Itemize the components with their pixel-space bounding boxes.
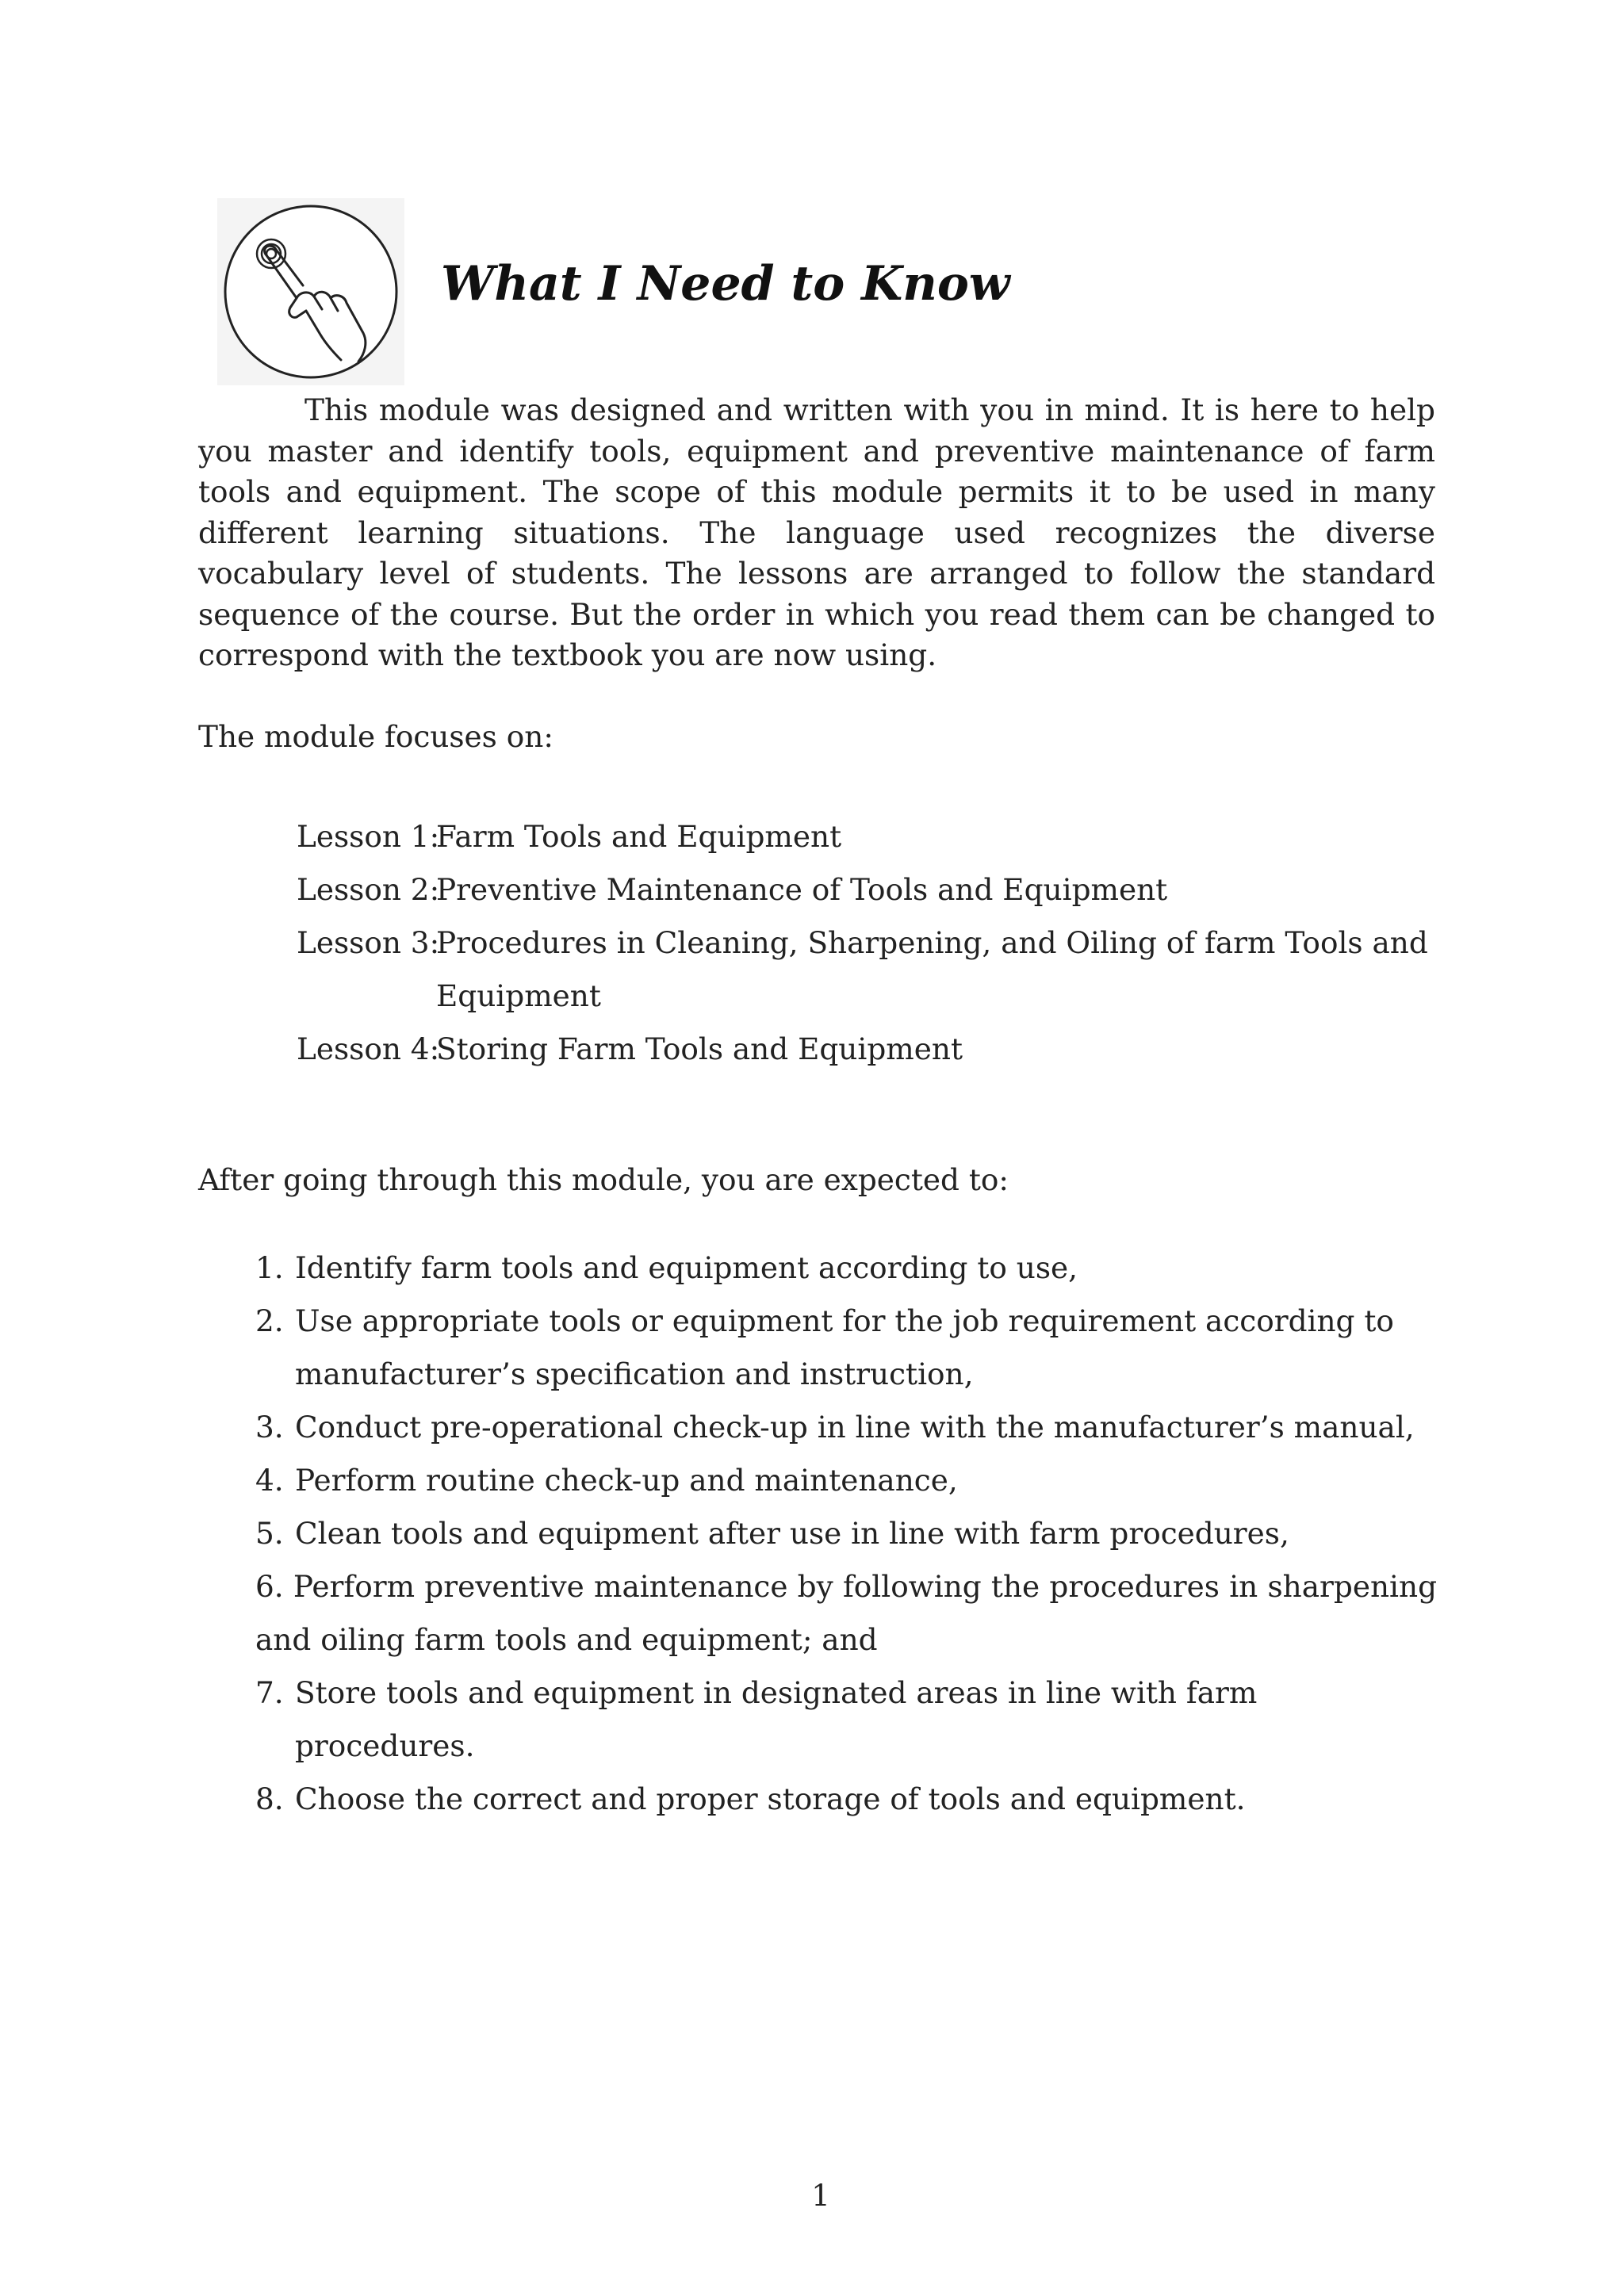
list-item <box>255 1242 1437 1295</box>
lesson-title: Preventive Maintenance of Tools and Equipment <box>436 872 1168 907</box>
objective-text: Choose the correct and proper storage of tools and equipment. <box>295 1781 1246 1816</box>
finger-touch-icon <box>217 198 404 385</box>
objective-number: 3. <box>255 1410 284 1445</box>
objective-text: Perform preventive maintenance by following the procedures in sharpening and oiling farm tools and equipment; and <box>255 1569 1438 1657</box>
objective-text: Identify farm tools and equipment according to use, <box>295 1250 1078 1285</box>
list-item <box>255 1454 1437 1507</box>
objective-text: Store tools and equipment in designated areas in line with farm procedures. <box>295 1675 1258 1763</box>
list-item <box>297 810 1438 863</box>
section-title: What I Need to Know <box>441 256 1010 312</box>
list-item <box>255 1560 1437 1667</box>
list-item <box>297 1023 1438 1076</box>
list-item <box>255 1667 1437 1773</box>
lesson-title: Procedures in Cleaning, Sharpening, and Oiling of farm Tools and Equipment <box>436 925 1428 1013</box>
focus-label: The module focuses on: <box>198 719 553 754</box>
list-item <box>255 1295 1437 1401</box>
lesson-title: Farm Tools and Equipment <box>436 819 842 854</box>
lesson-list <box>297 810 1438 1076</box>
list-item <box>297 863 1438 916</box>
objective-list <box>255 1242 1437 1826</box>
lesson-title: Storing Farm Tools and Equipment <box>436 1031 963 1066</box>
objective-number: 4. <box>255 1463 284 1498</box>
list-item <box>255 1401 1437 1454</box>
objective-number: 6. <box>255 1569 293 1604</box>
objective-number: 8. <box>255 1781 284 1816</box>
lesson-number: Lesson 1: <box>297 819 440 854</box>
list-item <box>255 1773 1437 1826</box>
objective-text: Clean tools and equipment after use in line with farm procedures, <box>295 1516 1289 1551</box>
lesson-number: Lesson 2: <box>297 872 440 907</box>
lesson-number: Lesson 4: <box>297 1031 440 1066</box>
intro-paragraph: This module was designed and written with you in mind. It is here to help you master and identify tools, equipment and preventive maintenance of farm tools and equipment. The scope of this module permits it to be used in many different learning situations. The language used recognizes the diverse vocabulary level of students. The lessons are arranged to follow the standard sequence of the course. But the order in which you read them can be changed to correspond with the textbook you are now using. <box>198 392 1435 672</box>
list-item <box>297 916 1438 1023</box>
objective-text: Conduct pre-operational check-up in line with the manufacturer’s manual, <box>295 1410 1415 1445</box>
objective-text: Use appropriate tools or equipment for the job requirement according to manufacturer’s specification and instruction, <box>295 1303 1394 1391</box>
objective-text: Perform routine check-up and maintenance, <box>295 1463 958 1498</box>
objective-number: 5. <box>255 1516 284 1551</box>
page-number: 1 <box>811 2179 830 2213</box>
objective-number: 1. <box>255 1250 284 1285</box>
expected-label: After going through this module, you are expected to: <box>198 1162 1009 1197</box>
objective-number: 7. <box>255 1675 284 1710</box>
list-item <box>255 1507 1437 1560</box>
objective-number: 2. <box>255 1303 284 1338</box>
lesson-number: Lesson 3: <box>297 925 440 960</box>
